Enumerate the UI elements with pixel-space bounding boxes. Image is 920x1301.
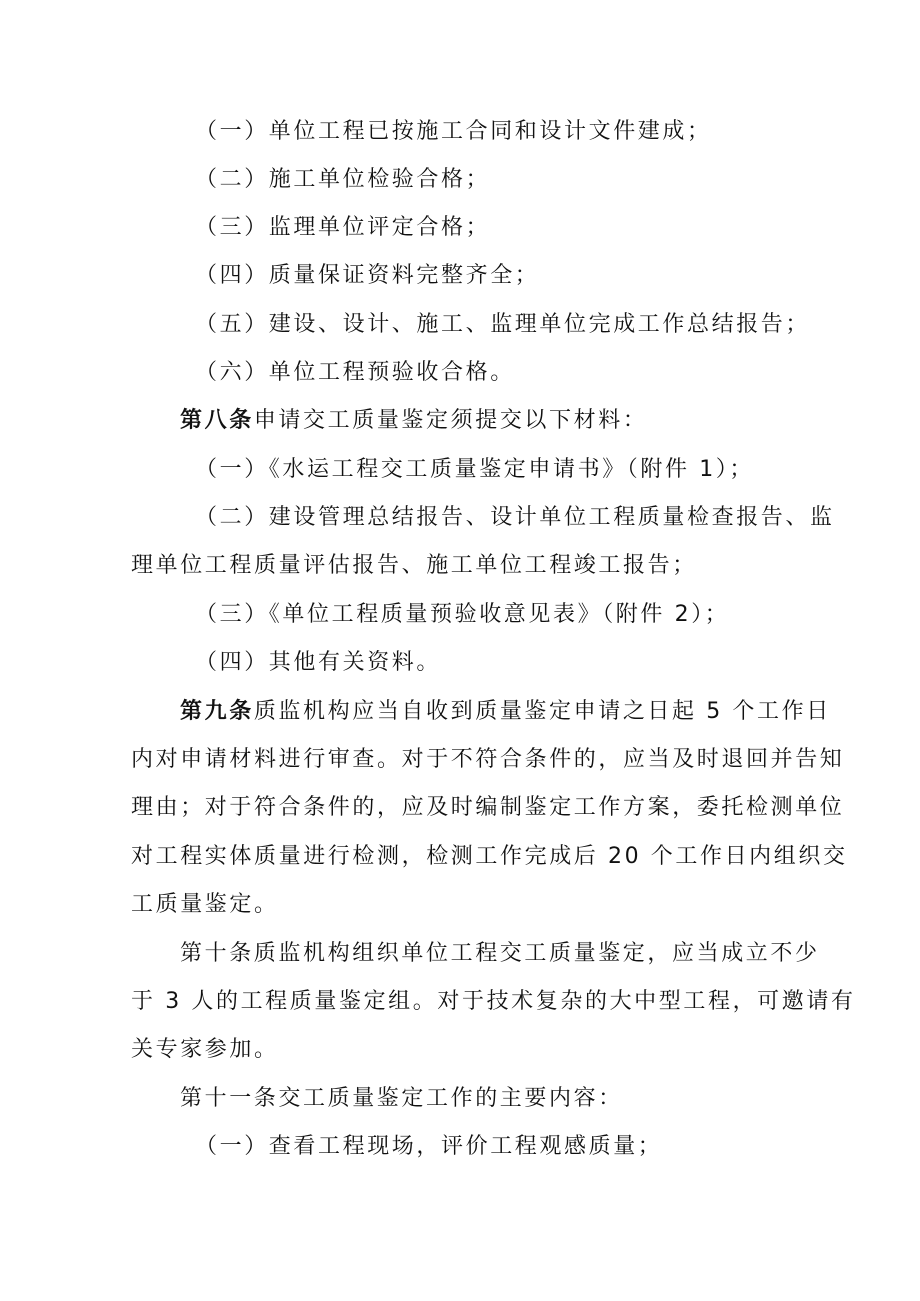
article-9-line-2: 内对申请材料进行审查。对于不符合条件的，应当及时退回并告知 [131, 747, 845, 772]
article-8-item-1: （一）《水运工程交工质量鉴定申请书》（附件 1）； [195, 457, 754, 482]
article-9-line-5: 工质量鉴定。 [131, 892, 279, 917]
sec7-item-2: （二）施工单位检验合格； [195, 167, 491, 192]
article-8-item-2-line-2: 理单位工程质量评估报告、施工单位工程竣工报告； [131, 553, 697, 578]
article-8-item-4: （四）其他有关资料。 [195, 650, 442, 675]
article-8-heading: 第八条 [180, 408, 254, 433]
article-8-item-2-line-1: （二）建设管理总结报告、设计单位工程质量检查报告、监 [195, 505, 835, 530]
sec7-item-4: （四）质量保证资料完整齐全； [195, 263, 540, 288]
article-11-item-1: （一）查看工程现场，评价工程观感质量； [195, 1134, 663, 1159]
article-8-text: 申请交工质量鉴定须提交以下材料： [253, 408, 648, 433]
article-10-line-2: 于 3 人的工程质量鉴定组。对于技术复杂的大中型工程，可邀请有 [131, 989, 856, 1014]
sec7-item-6: （六）单位工程预验收合格。 [195, 360, 515, 385]
sec7-item-3: （三）监理单位评定合格； [195, 215, 491, 240]
article-8-intro [180, 406, 647, 436]
article-9-line-3: 理由；对于符合条件的，应及时编制鉴定工作方案，委托检测单位 [131, 795, 845, 820]
article-9-text-1: 质监机构应当自收到质量鉴定申请之日起 5 个工作日 [253, 699, 831, 724]
article-10-line-3: 关专家参加。 [131, 1037, 279, 1062]
article-11-line-1: 第十一条交工质量鉴定工作的主要内容： [180, 1086, 623, 1111]
article-9-heading: 第九条 [180, 699, 254, 724]
article-8-item-3: （三）《单位工程质量预验收意见表》（附件 2）； [195, 602, 730, 627]
article-9-line-4: 对工程实体质量进行检测，检测工作完成后 20 个工作日内组织交 [131, 844, 848, 869]
article-9-line-1 [180, 697, 831, 727]
sec7-item-5: （五）建设、设计、施工、监理单位完成工作总结报告； [195, 312, 811, 337]
article-10-line-1: 第十条质监机构组织单位工程交工质量鉴定，应当成立不少 [180, 941, 820, 966]
sec7-item-1: （一）单位工程已按施工合同和设计文件建成； [195, 119, 712, 144]
